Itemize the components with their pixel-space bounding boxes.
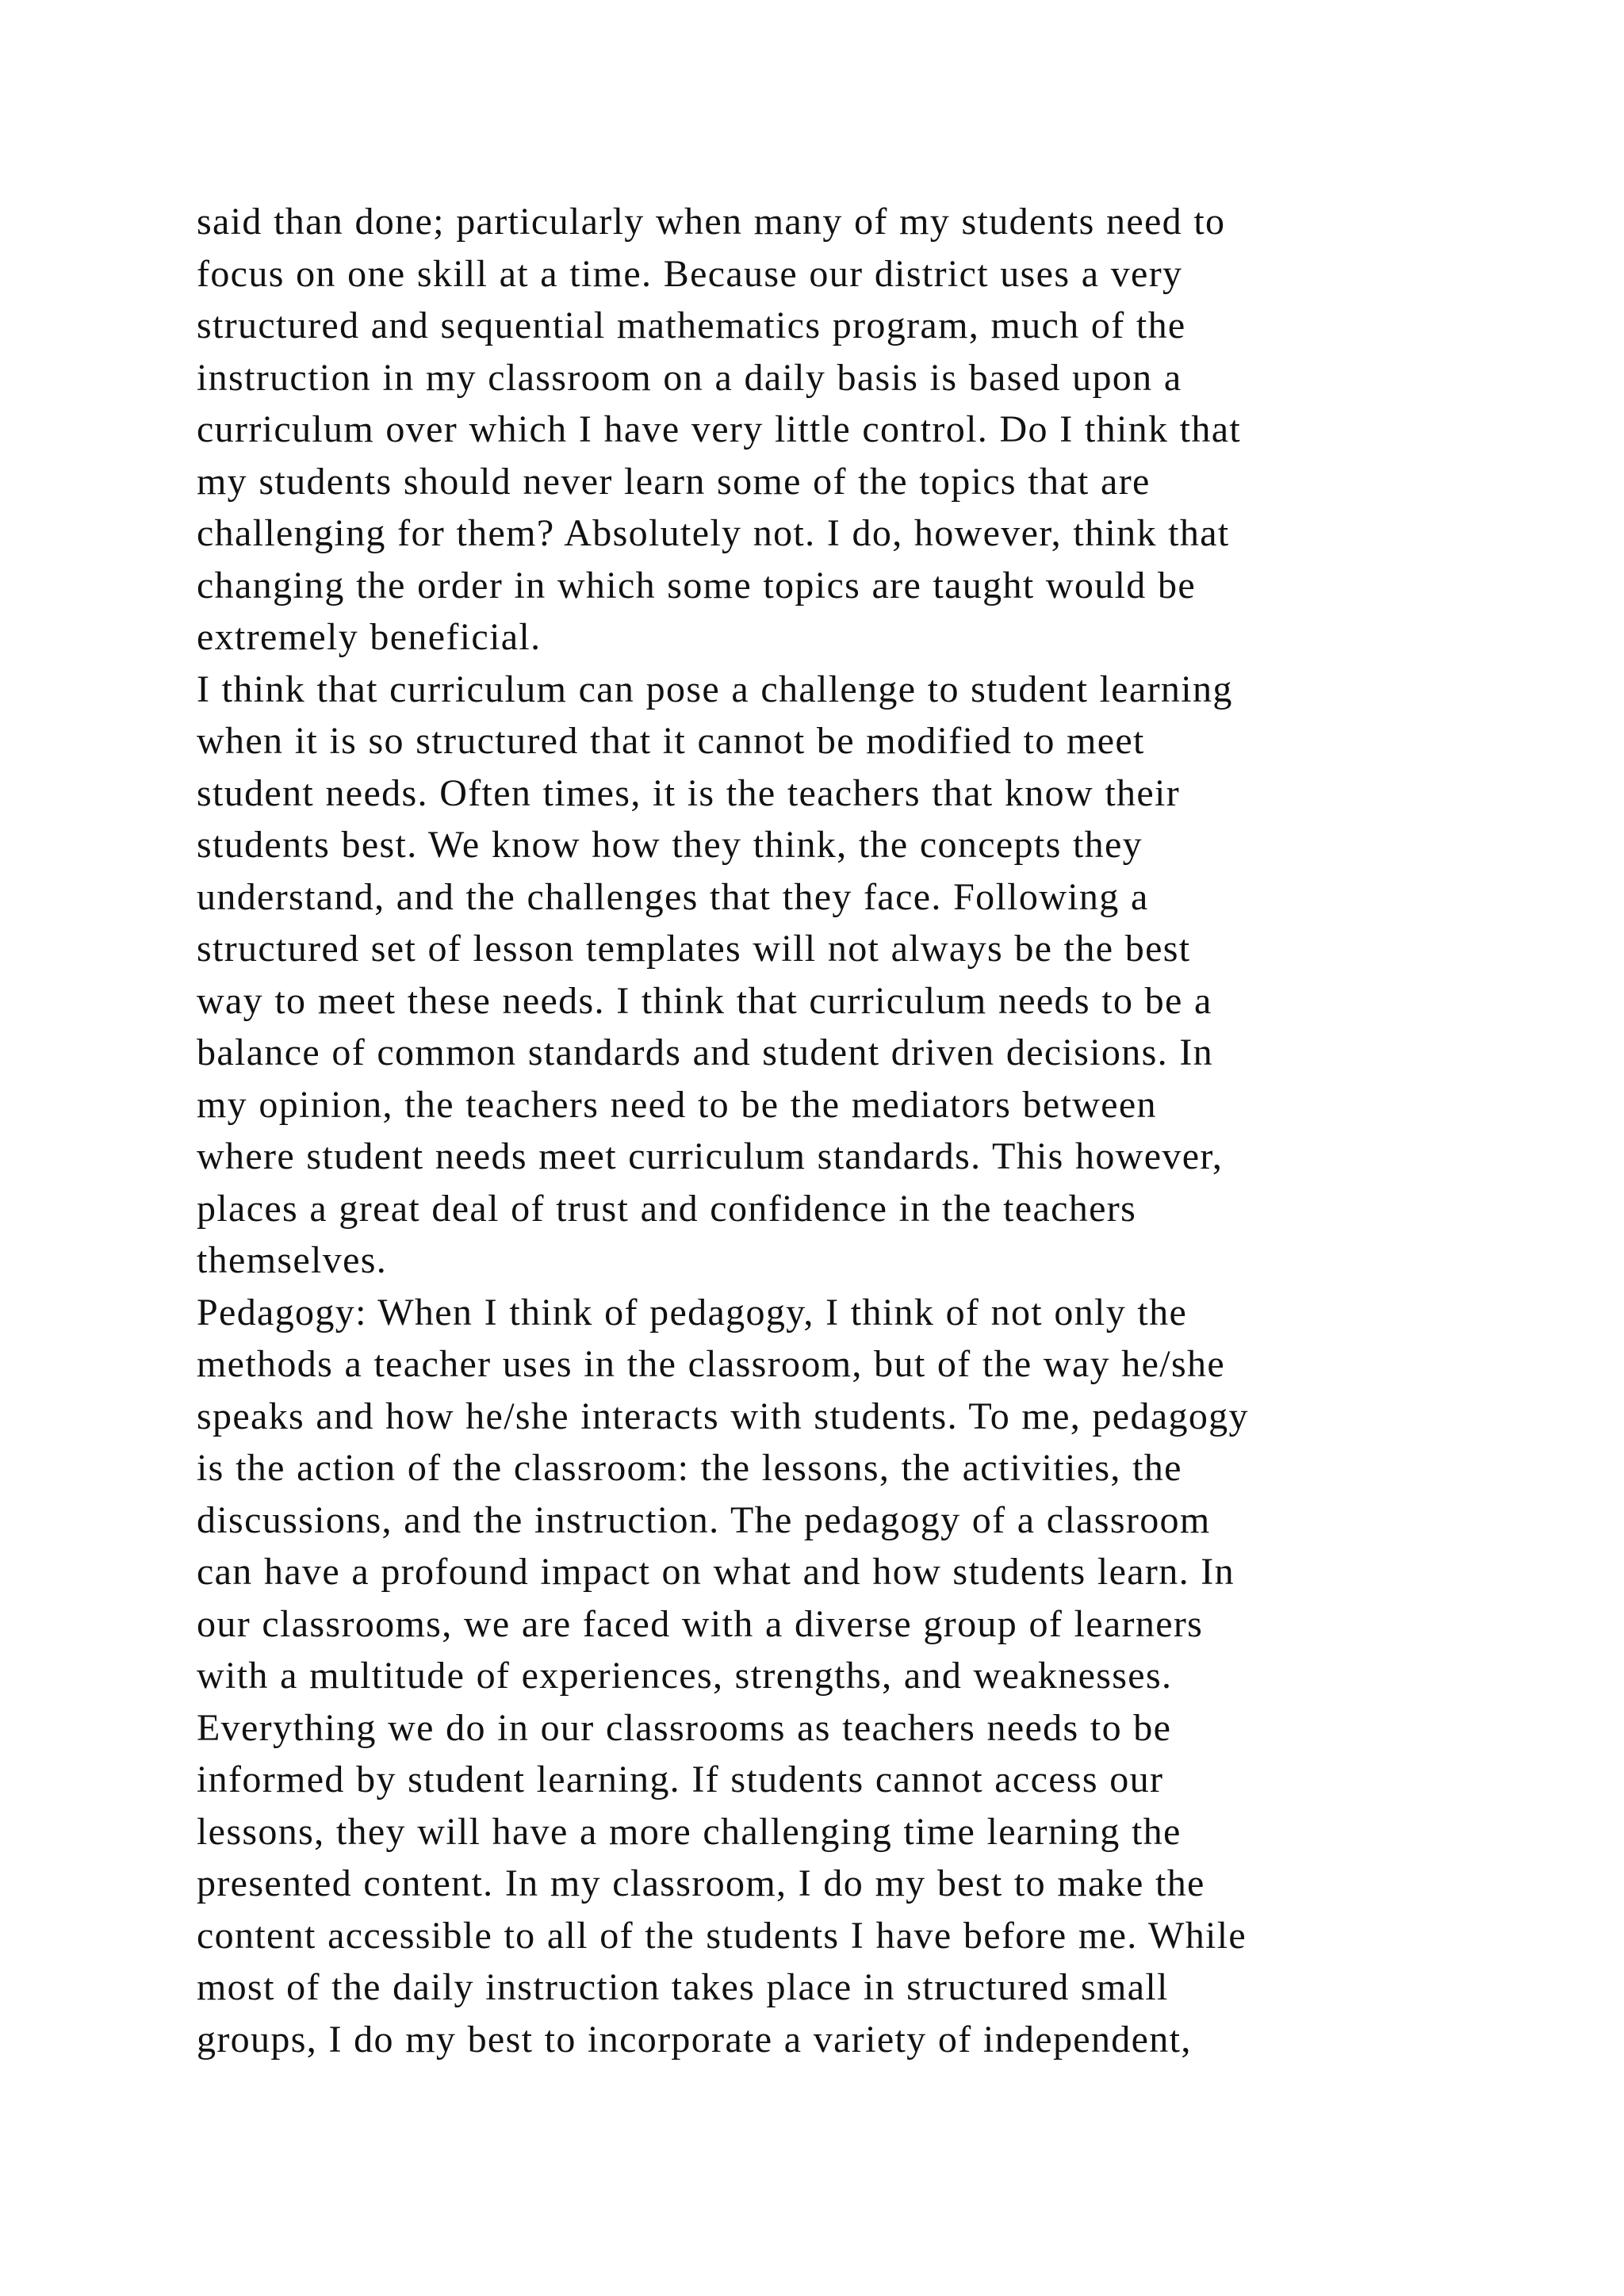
text-line: most of the daily instruction takes place in structured small <box>197 1966 1169 2008</box>
text-line: structured and sequential mathematics program, much of the <box>197 304 1186 346</box>
body-text <box>197 196 1505 2065</box>
text-line: content accessible to all of the students I have before me. While <box>197 1914 1247 1957</box>
text-line: instruction in my classroom on a daily basis is based upon a <box>197 356 1182 399</box>
text-line: informed by student learning. If students cannot access our <box>197 1758 1164 1800</box>
text-line: challenging for them? Absolutely not. I do, however, think that <box>197 512 1230 554</box>
text-line: themselves. <box>197 1239 388 1281</box>
text-line: places a great deal of trust and confidence in the teachers <box>197 1187 1137 1230</box>
text-line: Everything we do in our classrooms as teachers needs to be <box>197 1706 1172 1749</box>
text-line: changing the order in which some topics are taught would be <box>197 564 1197 607</box>
text-line: balance of common standards and student driven decisions. In <box>197 1031 1214 1073</box>
text-line: student needs. Often times, it is the teachers that know their <box>197 771 1181 814</box>
text-line: I think that curriculum can pose a challenge to student learning <box>197 668 1233 710</box>
text-line: Pedagogy: When I think of pedagogy, I think of not only the <box>197 1291 1188 1334</box>
text-line: lessons, they will have a more challenging time learning the <box>197 1810 1182 1853</box>
text-line: can have a profound impact on what and how students learn. In <box>197 1551 1235 1593</box>
text-line: understand, and the challenges that they face. Following a <box>197 875 1149 918</box>
text-line: methods a teacher uses in the classroom, but of the way he/she <box>197 1343 1226 1385</box>
text-line: when it is so structured that it cannot be modified to meet <box>197 720 1145 762</box>
text-line: discussions, and the instruction. The pedagogy of a classroom <box>197 1498 1211 1541</box>
text-line: my students should never learn some of the topics that are <box>197 460 1151 503</box>
text-line: said than done; particularly when many of my students need to <box>197 201 1226 243</box>
text-line: presented content. In my classroom, I do my best to make the <box>197 1862 1205 1904</box>
text-line: structured set of lesson templates will not always be the best <box>197 928 1191 970</box>
text-line: speaks and how he/she interacts with students. To me, pedagogy <box>197 1395 1249 1437</box>
text-line: way to meet these needs. I think that curriculum needs to be a <box>197 979 1212 1022</box>
text-line: curriculum over which I have very little control. Do I think that <box>197 408 1242 450</box>
text-line: my opinion, the teachers need to be the mediators between <box>197 1083 1157 1126</box>
text-line: with a multitude of experiences, strengths, and weaknesses. <box>197 1655 1173 1697</box>
text-line: our classrooms, we are faced with a diverse group of learners <box>197 1602 1204 1645</box>
text-line: is the action of the classroom: the lessons, the activities, the <box>197 1447 1182 1489</box>
text-line: where student needs meet curriculum standards. This however, <box>197 1135 1224 1177</box>
text-line: extremely beneficial. <box>197 616 542 658</box>
text-line: students best. We know how they think, the concepts they <box>197 824 1143 866</box>
text-line: groups, I do my best to incorporate a variety of independent, <box>197 2018 1192 2061</box>
text-line: focus on one skill at a time. Because our district uses a very <box>197 252 1183 295</box>
